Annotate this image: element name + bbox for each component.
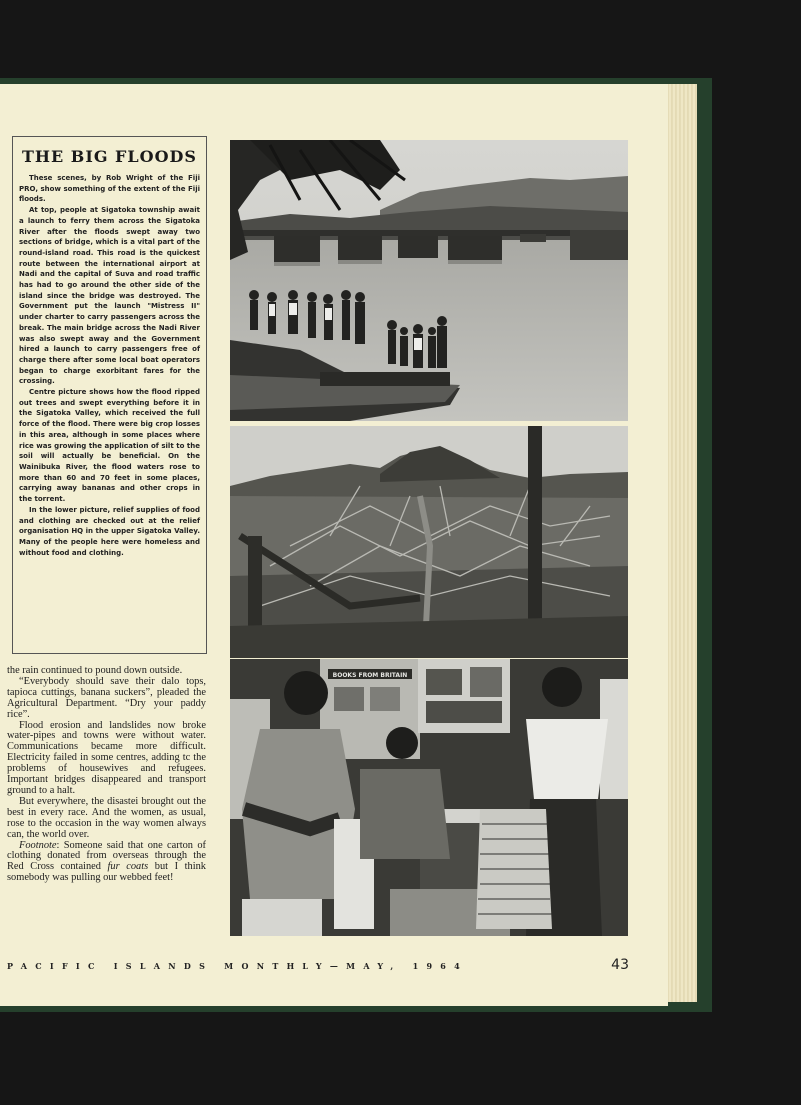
photo-relief-supplies [230,659,628,936]
footnote-text-b: but I think somebody was pulling our webbed feet! [7,861,206,884]
page-stack-edge [665,84,697,1002]
footnote-text-a: : Someone said that one carton of clothing donated from overseas through the Red Cross contained [7,839,206,873]
caption-paragraph: These scenes, by Rob Wright of the Fiji PRO, show something of the extent of the Fiji floods. [19,174,200,204]
photo-flood-damage [230,426,628,658]
footnote-emphasis: fur coats [107,861,149,873]
caption-box [12,136,207,654]
article-paragraph: Flood erosion and landslides now broke water-pipes and towns were without water. Communications became more difficult. Electricity failed in some centres, adding tc the problems of housewives and refugees. Important bridges disappeared and transport ground to a halt. [7,719,206,796]
caption-paragraph: At top, people at Sigatoka township await a launch to ferry them across the Sigatoka River after the floods swept away two sections of bridge, which is a vital part of the round-island road. This road is the quickest route between the international airport at Nadi and the capital of Suva and road traffic has had to go around the other side of the island since the bridge was destroyed. The Government put the launch "Mistress II" under charter to carry passengers across the break. The main bridge across the Nadi River was also swept away and the Government hired a launch to carry passengers free of charge there after some local boat operators began to charge exorbitant fares for the crossing. [19,206,200,386]
photo-broken-bridge [230,140,628,421]
caption-paragraph: In the lower picture, relief supplies of food and clothing are checked out at the relief organisation HQ in the upper Sigatoka Valley. Many of the people here were homeless and without food and clothing. [19,505,200,557]
page-number: 43 [611,957,629,973]
page-footer [7,957,629,977]
caption-paragraph: Centre picture shows how the flood ripped out trees and swept everything before it in the Sigatoka Valley, which received the full force of the flood. There were big crop losses in this area, although in some places where rice was growing the application of silt to the soil will actually be beneficial. On the Wainibuka River, the flood waters rose to more than 60 and 70 feet in some places, carrying away bananas and other crops in the torrent. [19,388,200,504]
article-paragraph: “Everybody should save their dalo tops, tapioca cuttings, banana suckers”, pleaded the Agricultural Department. “Dry your paddy rice”. [7,675,206,720]
magazine-page [0,84,668,1006]
footnote-paragraph [7,841,206,885]
publication-title: PACIFIC ISLANDS MONTHLY—MAY, 1964 [7,961,469,971]
caption-title: THE BIG FLOODS [22,147,197,166]
article-paragraph: But everywhere, the disastei brought out the best in every race. And the women, as usual, rose to the occasion in the way women always can, the world over. [7,795,206,840]
article-continuation [7,666,206,884]
footnote-label: Footnote [19,839,57,851]
poster-text: BOOKS FROM BRITAIN [332,672,408,679]
article-paragraph: the rain continued to pound down outside. [7,665,183,676]
